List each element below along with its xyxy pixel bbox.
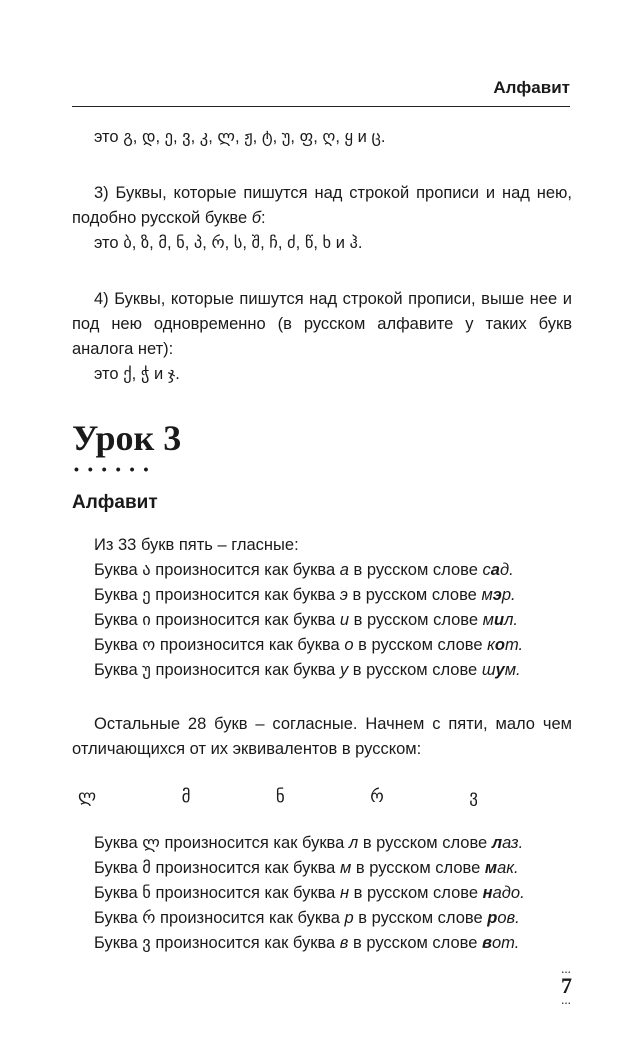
text: произносится как буква [155, 661, 336, 679]
word-highlight: р [487, 909, 498, 927]
page-number [72, 966, 572, 1008]
section-title: Алфавит [72, 492, 158, 513]
text: произносится как буква [155, 884, 336, 902]
text: в русском слове [353, 611, 479, 629]
word-highlight: и [493, 611, 505, 629]
georgian-letter: ვ [469, 787, 478, 806]
text: : [261, 209, 266, 227]
georgian-letter: ვ [142, 934, 151, 952]
russian-letter: м [339, 859, 352, 877]
page-number-box [561, 966, 572, 1006]
vowels-intro: Из 33 букв пять – гласные: [94, 536, 299, 554]
letter-line [94, 633, 572, 658]
russian-letter: и [339, 611, 350, 629]
text: Буква [94, 834, 138, 852]
word-part: р. [501, 586, 516, 604]
dots: ... [561, 965, 572, 975]
text: в русском слове [353, 934, 478, 952]
russian-letter: а [339, 561, 349, 579]
letter-line [94, 583, 572, 608]
example-word [482, 934, 519, 952]
russian-letter: в [339, 934, 349, 952]
text: 3) Буквы, которые пишутся над строкой прописи и над нею, подобно русской букве [72, 184, 572, 227]
word-highlight: м [484, 859, 498, 877]
word-part: м. [504, 661, 521, 679]
consonants-intro: Остальные 28 букв – согласные. Начнем с пяти, мало чем отличающихся от их эквивалентов в русском: [72, 715, 572, 758]
example-word [483, 561, 514, 579]
running-header: Алфавит [72, 78, 570, 107]
example-word [485, 859, 519, 877]
text: произносится как буква [155, 561, 336, 579]
consonant-row [78, 784, 478, 809]
group4-letters: это ქ, ჭ и ჯ. [94, 365, 180, 383]
example-word [481, 586, 515, 604]
word-part: ш [481, 661, 496, 679]
dots: ... [561, 996, 572, 1006]
word-highlight: э [492, 586, 502, 604]
text: произносится как буква [155, 586, 336, 604]
georgian-letter: რ [142, 909, 156, 927]
georgian-letters: გ, დ, ე, ვ, კ, ლ, ჟ, ტ, უ, ფ, ღ, ყ [123, 128, 354, 146]
text: Буква [94, 611, 138, 629]
letter-line [94, 906, 572, 931]
georgian-letter: ი [142, 611, 151, 629]
word-part: с [482, 561, 491, 579]
text: произносится как буква [164, 834, 345, 852]
georgian-letter: ნ [142, 884, 151, 902]
letter-line [94, 881, 572, 906]
text: Буква [94, 934, 138, 952]
text: Буква [94, 909, 138, 927]
group3-letters: это ბ, ზ, მ, ნ, პ, რ, ს, შ, ჩ, ძ, წ, ხ и ჰ. [94, 234, 363, 252]
text: в русском слове [358, 636, 483, 654]
page-number-value: 7 [561, 973, 572, 998]
text: Буква [94, 561, 138, 579]
russian-letter: у [339, 661, 349, 679]
text: Буква [94, 661, 138, 679]
letter-line [94, 856, 572, 881]
georgian-letter: ნ [275, 787, 285, 806]
text: Буква [94, 859, 138, 877]
word-highlight: о [494, 636, 505, 654]
letter-line [94, 931, 572, 956]
text: произносится как буква [155, 611, 336, 629]
word-part: д. [499, 561, 514, 579]
word-part: от. [492, 934, 520, 952]
word-highlight: у [495, 661, 505, 679]
example-word [492, 834, 523, 852]
georgian-letter: ა [142, 561, 151, 579]
example-word [487, 636, 523, 654]
example-word [482, 661, 521, 679]
group3-paragraph [72, 181, 572, 231]
text: в русском слове [352, 661, 478, 679]
group2-letters [72, 125, 572, 150]
consonant-lines [72, 831, 572, 956]
russian-letter: э [339, 586, 348, 604]
russian-letter: л [348, 834, 359, 852]
word-part: л. [504, 611, 518, 629]
georgian-letter: რ [370, 787, 384, 806]
example-word [483, 884, 525, 902]
text: Буква [94, 636, 138, 654]
word-highlight: а [490, 561, 500, 579]
georgian-letter: მ [181, 787, 191, 806]
text: в русском слове [352, 586, 477, 604]
word-part: м [482, 611, 494, 629]
letter-line [94, 608, 572, 633]
word-part: ак. [497, 859, 519, 877]
text: произносится как буква [160, 909, 340, 927]
georgian-letter: უ [142, 661, 151, 679]
text: в русском слове [355, 859, 481, 877]
georgian-letter: ო [142, 636, 156, 654]
word-highlight: в [482, 934, 492, 952]
text: это [94, 128, 119, 146]
text: в русском слове [353, 561, 478, 579]
letter-line [94, 558, 572, 583]
vowel-lines [72, 558, 572, 683]
example: б [251, 209, 262, 227]
word-highlight: н [482, 884, 493, 902]
georgian-letter: მ [142, 859, 151, 877]
lesson-dots: •••••• [74, 461, 158, 477]
word-part: м [481, 586, 493, 604]
text: произносится как буква [155, 934, 336, 952]
group4-paragraph: 4) Буквы, которые пишутся над строкой прописи, выше нее и под нею одновременно (в русском алфавите у таких букв аналога нет): [72, 290, 572, 358]
letter-line [94, 831, 572, 856]
russian-letter: р [344, 909, 354, 927]
text: Буква [94, 884, 138, 902]
georgian-letter: ლ [78, 787, 97, 806]
text: произносится как буква [155, 859, 336, 877]
letter-line [94, 658, 572, 683]
russian-letter: н [339, 884, 350, 902]
lesson-title: Урок 3 [72, 418, 182, 458]
word-part: ов. [497, 909, 520, 927]
word-part: т. [505, 636, 524, 654]
example-word [487, 909, 519, 927]
text: и [357, 128, 367, 146]
text: в русском слове [353, 884, 479, 902]
georgian-letter: ე [142, 586, 151, 604]
word-part: аз. [502, 834, 524, 852]
georgian-letter: ლ [142, 834, 160, 852]
text: Буква [94, 586, 138, 604]
georgian-letters: ც. [371, 128, 386, 146]
example-word [483, 611, 518, 629]
text: в русском слове [358, 909, 483, 927]
text: произносится как буква [159, 636, 340, 654]
russian-letter: о [344, 636, 354, 654]
word-highlight: л [491, 834, 503, 852]
text: в русском слове [362, 834, 488, 852]
word-part: адо. [492, 884, 525, 902]
word-part: к [487, 636, 495, 654]
